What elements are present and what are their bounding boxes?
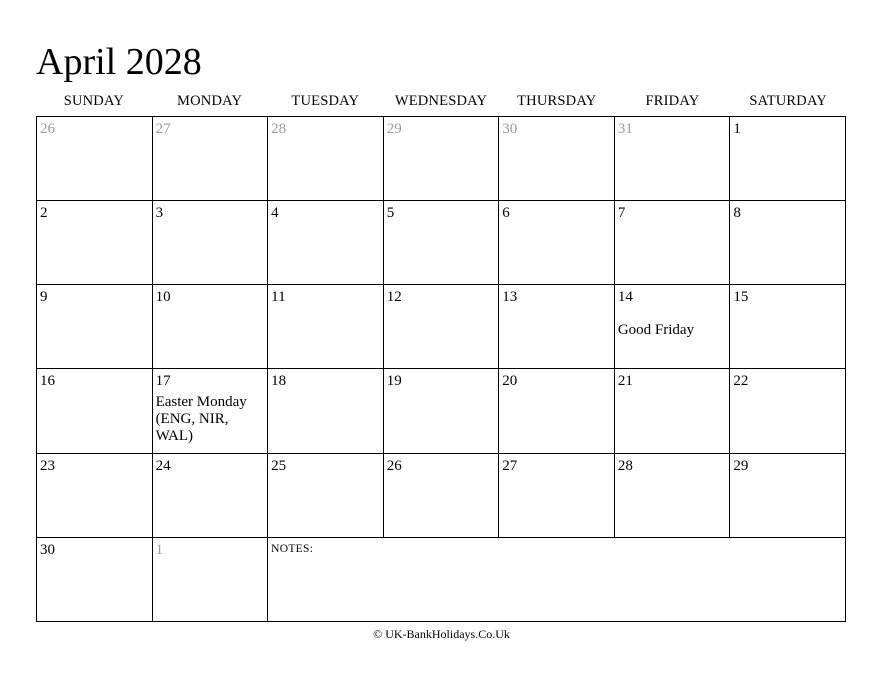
weekday-wednesday: WEDNESDAY — [394, 93, 488, 109]
day-number: 1 — [155, 541, 164, 558]
day-cell — [615, 117, 731, 201]
day-cell — [615, 285, 731, 369]
day-number: 22 — [733, 373, 749, 390]
day-number: 26 — [40, 121, 55, 137]
day-cell — [37, 369, 153, 453]
day-cell — [37, 201, 153, 285]
day-number: 19 — [386, 373, 402, 390]
day-cell — [153, 369, 269, 453]
day-number: 27 — [502, 457, 518, 474]
weekday-monday: MONDAY — [177, 93, 243, 109]
day-number: 5 — [386, 205, 395, 222]
weekday-header-row — [36, 91, 846, 111]
day-cell — [153, 285, 269, 369]
holiday-label: Easter Monday (ENG, NIR, WAL) — [155, 394, 247, 445]
day-cell — [268, 117, 384, 201]
day-cell — [499, 454, 615, 538]
day-cell — [268, 369, 384, 453]
weekday-friday: FRIDAY — [645, 93, 700, 109]
day-cell — [37, 285, 153, 369]
day-number: 28 — [617, 457, 633, 474]
day-number: 29 — [733, 457, 749, 474]
day-number: 9 — [40, 289, 48, 306]
day-cell — [37, 117, 153, 201]
day-number: 16 — [40, 373, 55, 390]
day-number: 23 — [40, 457, 55, 474]
day-cell — [730, 369, 846, 453]
day-number: 18 — [271, 373, 287, 390]
day-number: 8 — [733, 205, 741, 222]
day-number: 7 — [617, 205, 626, 222]
day-cell — [384, 285, 500, 369]
day-number: 28 — [271, 121, 287, 137]
day-cell — [37, 454, 153, 538]
day-cell — [730, 454, 846, 538]
day-number: 11 — [271, 289, 286, 306]
holiday-label: Good Friday — [617, 322, 695, 339]
day-number: 24 — [155, 457, 171, 474]
weekday-tuesday: TUESDAY — [291, 93, 360, 109]
day-cell — [615, 369, 731, 453]
day-number: 26 — [386, 457, 402, 474]
day-number: 20 — [502, 373, 518, 390]
day-cell — [268, 454, 384, 538]
day-cell — [615, 454, 731, 538]
day-number: 3 — [155, 205, 164, 222]
day-number: 25 — [271, 457, 287, 474]
day-number: 17 — [155, 373, 171, 390]
day-cell — [384, 454, 500, 538]
day-number: 30 — [40, 541, 55, 558]
day-cell — [499, 285, 615, 369]
weekday-thursday: THURSDAY — [517, 93, 597, 109]
calendar-grid — [36, 116, 846, 622]
day-number: 29 — [386, 121, 402, 137]
day-number: 13 — [502, 289, 518, 306]
day-number: 2 — [40, 205, 48, 222]
day-cell — [499, 117, 615, 201]
day-number: 4 — [271, 205, 279, 222]
day-cell — [730, 201, 846, 285]
calendar-title: April 2028 — [36, 41, 202, 83]
day-number: 31 — [617, 121, 633, 137]
day-cell — [499, 369, 615, 453]
day-number: 1 — [733, 121, 741, 137]
day-cell — [730, 285, 846, 369]
day-cell — [153, 117, 269, 201]
day-cell — [384, 369, 500, 453]
day-cell — [153, 201, 269, 285]
notes-area — [268, 538, 846, 622]
day-number: 14 — [617, 289, 633, 306]
day-cell — [153, 454, 269, 538]
day-number: 30 — [502, 121, 518, 137]
day-number: 21 — [617, 373, 633, 390]
day-cell — [153, 538, 269, 622]
day-cell — [268, 201, 384, 285]
day-cell — [730, 117, 846, 201]
day-cell — [499, 201, 615, 285]
weekday-sunday: SUNDAY — [63, 93, 124, 109]
day-cell — [384, 117, 500, 201]
day-cell — [615, 201, 731, 285]
day-number: 12 — [386, 289, 402, 306]
day-number: 27 — [155, 121, 171, 137]
day-number: 10 — [155, 289, 171, 306]
day-number: 15 — [733, 289, 749, 306]
weekday-saturday: SATURDAY — [749, 93, 827, 109]
day-cell — [384, 201, 500, 285]
day-cell — [268, 285, 384, 369]
footer-copyright: © UK-BankHolidays.Co.Uk — [373, 627, 510, 641]
notes-label: NOTES: — [271, 542, 314, 555]
day-number: 6 — [502, 205, 510, 222]
day-cell — [37, 538, 153, 622]
